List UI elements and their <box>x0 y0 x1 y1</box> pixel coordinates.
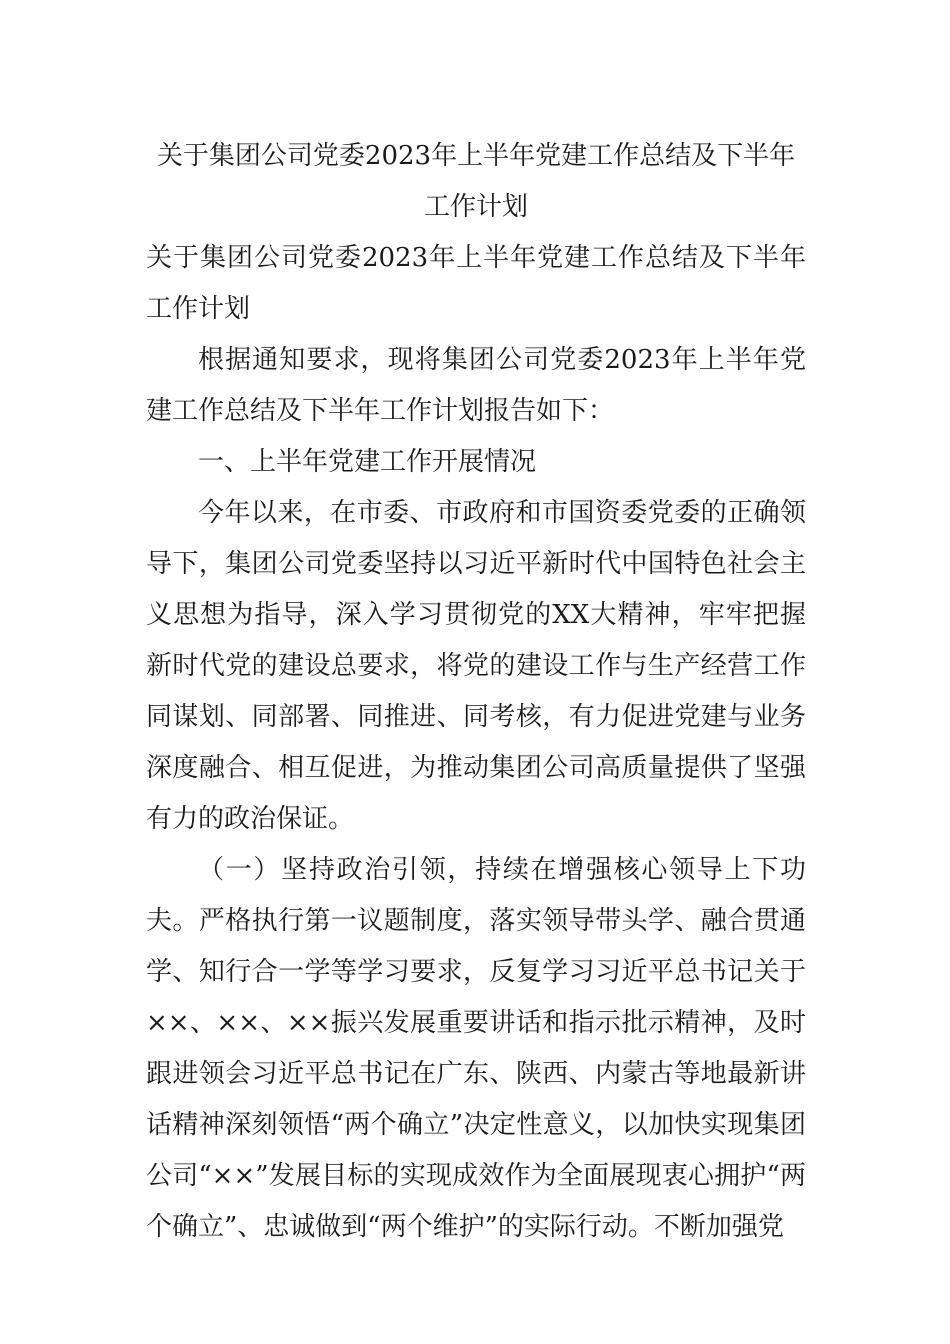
section-heading-1: 一、上半年党建工作开展情况 <box>198 447 537 477</box>
document-subtitle: 关于集团公司党委2023年上半年党建工作总结及下半年工作计划 <box>146 243 806 324</box>
paragraph-intro: 根据通知要求，现将集团公司党委2023年上半年党建工作总结及下半年工作计划报告如下： <box>146 345 806 426</box>
document-title: 关于集团公司党委2023年上半年党建工作总结及下半年工作计划 <box>156 141 796 222</box>
document-body <box>146 131 806 1253</box>
paragraph-political-guidance: （一）坚持政治引领，持续在增强核心领导上下功夫。严格执行第一议题制度，落实领导带头学、融合贯通学、知行合一学等学习要求，反复学习习近平总书记关于××、××、××振兴发展重要讲话和指示批示精神，及时跟进领会习近平总书记在广东、陕西、内蒙古等地最新讲话精神深刻领悟“两个确立”决定性意义，以加快实现集团公司“××”发展目标的实现成效作为全面展现衷心拥护“两个确立”、忠诚做到“两个维护”的实际行动。不断加强党 <box>146 855 806 1242</box>
paragraph-overview: 今年以来，在市委、市政府和市国资委党委的正确领导下，集团公司党委坚持以习近平新时代中国特色社会主义思想为指导，深入学习贯彻党的XX大精神，牢牢把握新时代党的建设总要求，将党的建设工作与生产经营工作同谋划、同部署、同推进、同考核，有力促进党建与业务深度融合、相互促进，为推动集团公司高质量提供了坚强有力的政治保证。 <box>146 498 806 834</box>
